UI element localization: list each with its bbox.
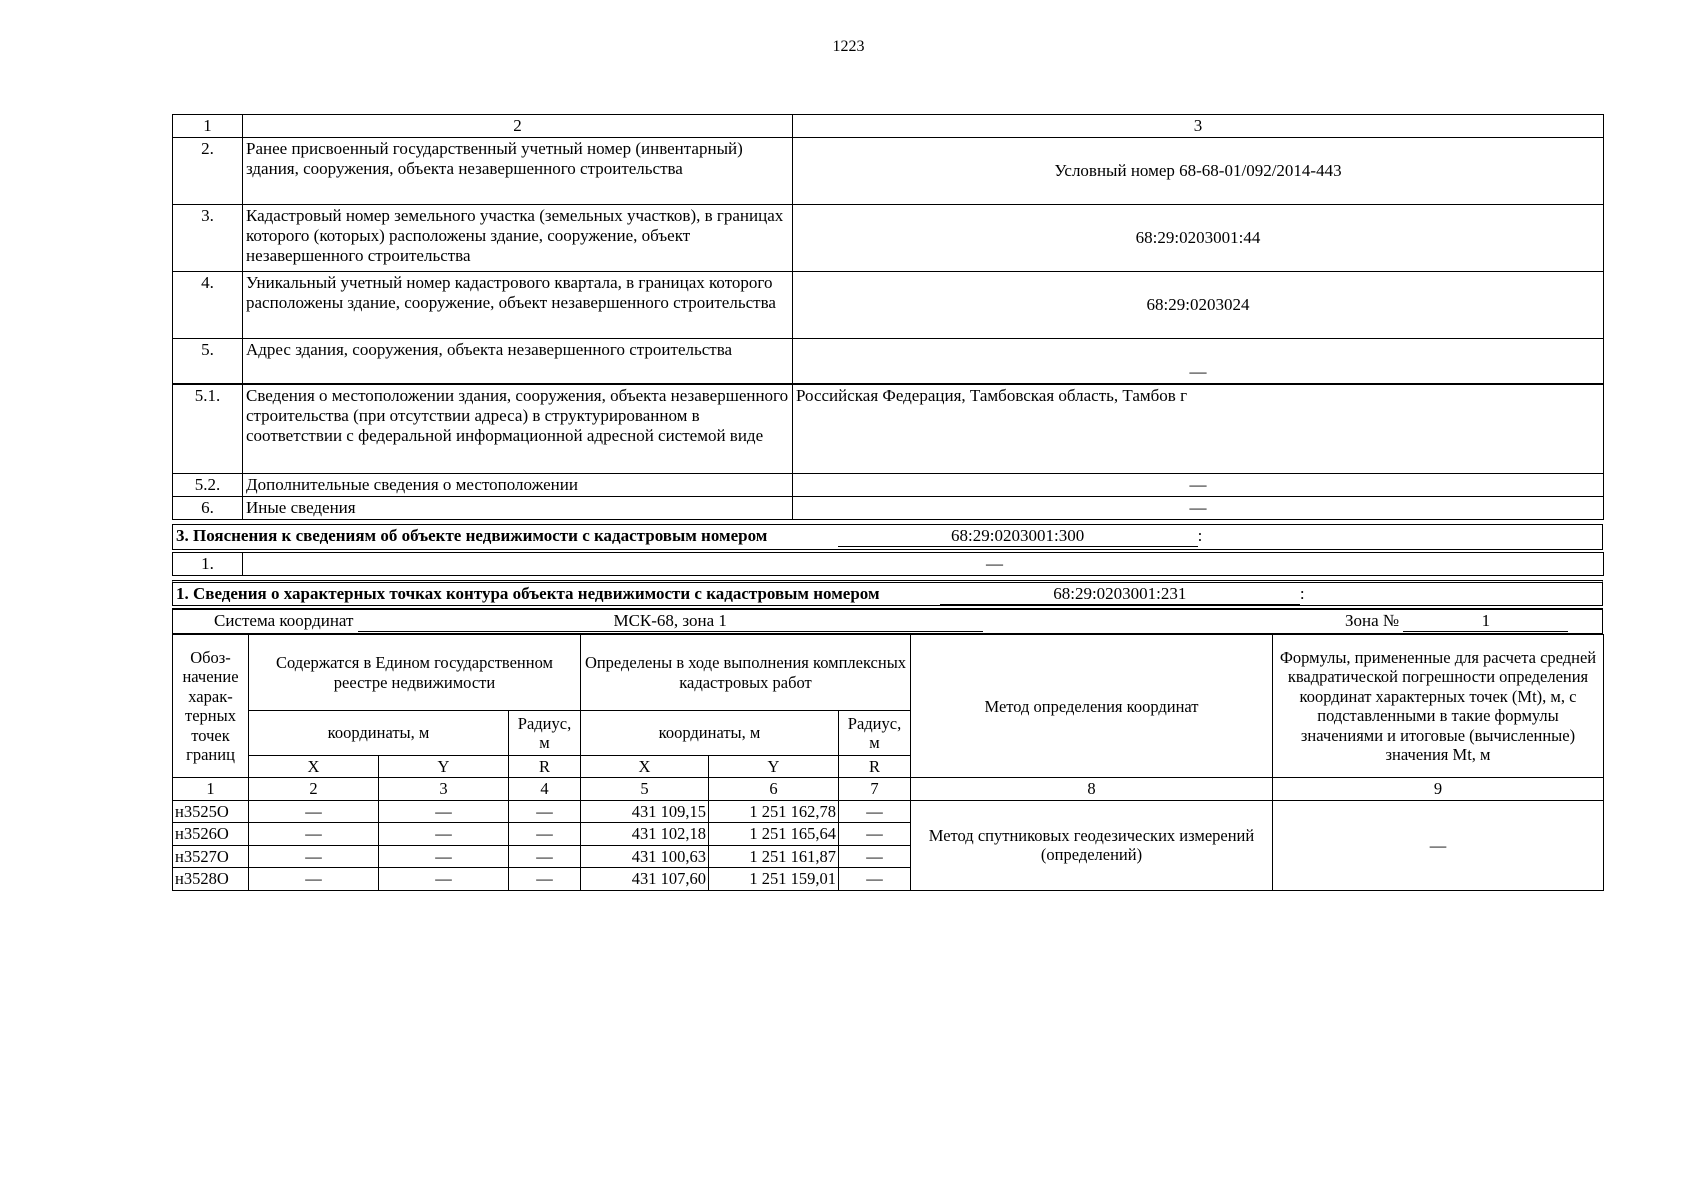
col-header-2: 2 — [243, 115, 793, 138]
formulas-value: — — [1273, 800, 1604, 890]
row-number: 2. — [173, 138, 243, 205]
col-number: 8 — [911, 778, 1273, 800]
header-complex-works: Определены в ходе выполнения комплексных кадастровых работ — [581, 635, 911, 711]
point-id: н3526О — [173, 823, 249, 845]
point-x-egrn: — — [249, 800, 379, 822]
header-r-egrn: R — [509, 756, 581, 778]
header-r-complex: R — [839, 756, 911, 778]
page-number: 1223 — [832, 38, 865, 55]
section1-heading — [172, 580, 1603, 606]
boundary-points-table — [172, 634, 1604, 891]
row-value: — — [793, 339, 1604, 384]
row-number: 5.1. — [173, 384, 243, 474]
point-r-egrn: — — [509, 800, 581, 822]
row-label: Сведения о местоположении здания, сооружения, объекта незавершенного строительства (при отсутствии адреса) в структурированном в соответствии с федеральной информационной адресной системой виде — [243, 384, 793, 474]
point-y-complex: 1 251 161,87 — [709, 845, 839, 867]
row-value: 68:29:0203024 — [793, 272, 1604, 339]
coord-system-label: Система координат — [214, 611, 354, 630]
row-number: 5. — [173, 339, 243, 384]
row-number: 1. — [173, 553, 243, 576]
row-value — [243, 553, 1604, 576]
row-number: 6. — [173, 497, 243, 520]
header-coords-egrn: координаты, м — [249, 711, 509, 756]
point-id: н3527О — [173, 845, 249, 867]
header-y-egrn: Y — [379, 756, 509, 778]
row-label: Дополнительные сведения о местоположении — [243, 474, 793, 497]
table-row — [173, 339, 1604, 384]
row-label: Ранее присвоенный государственный учетный номер (инвентарный) здания, сооружения, объекта незавершенного строительства — [243, 138, 793, 205]
section3-title: 3. Пояснения к сведениям об объекте недвижимости с кадастровым номером — [176, 526, 768, 545]
row-value: 68:29:0203001:44 — [793, 205, 1604, 272]
col-number: 2 — [249, 778, 379, 800]
point-x-complex: 431 100,63 — [581, 845, 709, 867]
col-number: 5 — [581, 778, 709, 800]
row-number: 3. — [173, 205, 243, 272]
table-row — [173, 272, 1604, 339]
point-r-complex: — — [839, 868, 911, 890]
point-y-egrn: — — [379, 800, 509, 822]
table-row — [173, 800, 1604, 822]
point-y-egrn: — — [379, 845, 509, 867]
point-x-egrn: — — [249, 868, 379, 890]
header-radius-egrn: Радиус, м — [509, 711, 581, 756]
col-header-1: 1 — [173, 115, 243, 138]
point-x-egrn: — — [249, 845, 379, 867]
col-header-3: 3 — [793, 115, 1604, 138]
zone-value: 1 — [1403, 611, 1568, 632]
point-r-egrn: — — [509, 868, 581, 890]
point-r-egrn: — — [509, 845, 581, 867]
row-value: Условный номер 68-68-01/092/2014-443 — [793, 138, 1604, 205]
point-r-complex: — — [839, 845, 911, 867]
table-row — [173, 497, 1604, 520]
point-y-complex: 1 251 165,64 — [709, 823, 839, 845]
point-x-complex: 431 102,18 — [581, 823, 709, 845]
point-r-egrn: — — [509, 823, 581, 845]
header-y-complex: Y — [709, 756, 839, 778]
point-id: н3528О — [173, 868, 249, 890]
table-row — [173, 205, 1604, 272]
point-y-complex: 1 251 162,78 — [709, 800, 839, 822]
row-label: Кадастровый номер земельного участка (земельных участков), в границах которого (которых) расположены здание, сооружение, объект незавершенного строительства — [243, 205, 793, 272]
point-id: н3525О — [173, 800, 249, 822]
row-number: 4. — [173, 272, 243, 339]
section3-heading — [172, 524, 1603, 550]
section3-cadastral-number: 68:29:0203001:300 — [838, 526, 1198, 547]
col-number: 1 — [173, 778, 249, 800]
row-value: — — [793, 474, 1604, 497]
row-number: 5.2. — [173, 474, 243, 497]
point-y-complex: 1 251 159,01 — [709, 868, 839, 890]
point-r-complex: — — [839, 823, 911, 845]
header-x-complex: X — [581, 756, 709, 778]
row-value: — — [793, 497, 1604, 520]
col-number: 6 — [709, 778, 839, 800]
table-row — [173, 553, 1604, 576]
col-number: 4 — [509, 778, 581, 800]
section1-cadastral-number: 68:29:0203001:231 — [940, 584, 1300, 605]
header-radius-complex: Радиус, м — [839, 711, 911, 756]
section3-table — [172, 552, 1604, 576]
object-info-table — [172, 114, 1604, 520]
point-x-egrn: — — [249, 823, 379, 845]
col-number: 9 — [1273, 778, 1604, 800]
row-value: Российская Федерация, Тамбовская область, Тамбов г — [793, 384, 1604, 474]
col-number: 3 — [379, 778, 509, 800]
header-method: Метод определения координат — [911, 635, 1273, 778]
header-x-egrn: X — [249, 756, 379, 778]
row-label: Адрес здания, сооружения, объекта незавершенного строительства — [243, 339, 793, 384]
section3-colon: : — [1197, 526, 1203, 545]
section1-title: 1. Сведения о характерных точках контура объекта недвижимости с кадастровым номером — [176, 584, 880, 603]
coord-system-value: МСК-68, зона 1 — [358, 611, 983, 632]
table-row — [173, 138, 1604, 205]
table-row — [173, 384, 1604, 474]
table-row — [173, 474, 1604, 497]
method-value: Метод спутниковых геодезических измерений (определений) — [911, 800, 1273, 890]
point-y-egrn: — — [379, 823, 509, 845]
zone-label: Зона № — [1344, 611, 1400, 630]
header-coords-complex: координаты, м — [581, 711, 839, 756]
row-label: Иные сведения — [243, 497, 793, 520]
col-number: 7 — [839, 778, 911, 800]
header-formulas: Формулы, примененные для расчета средней квадратической погрешности определения координат характерных точек (Mt), м, с подставленными в такие формулы значениями и итоговые (вычисленные) значения Mt, м — [1273, 635, 1604, 778]
row-label: Уникальный учетный номер кадастрового квартала, в границах которого расположены здание, сооружение, объект незавершенного строительства — [243, 272, 793, 339]
point-r-complex: — — [839, 800, 911, 822]
header-egrn: Содержатся в Едином государственном реестре недвижимости — [249, 635, 581, 711]
coord-system-line — [172, 608, 1603, 634]
point-x-complex: 431 107,60 — [581, 868, 709, 890]
column-numbers-row — [173, 778, 1604, 800]
point-y-egrn: — — [379, 868, 509, 890]
section3-value: — — [986, 554, 1003, 573]
section1-colon: : — [1299, 584, 1305, 603]
point-x-complex: 431 109,15 — [581, 800, 709, 822]
header-designation: Обоз-начение харак-терных точек границ — [173, 635, 249, 778]
